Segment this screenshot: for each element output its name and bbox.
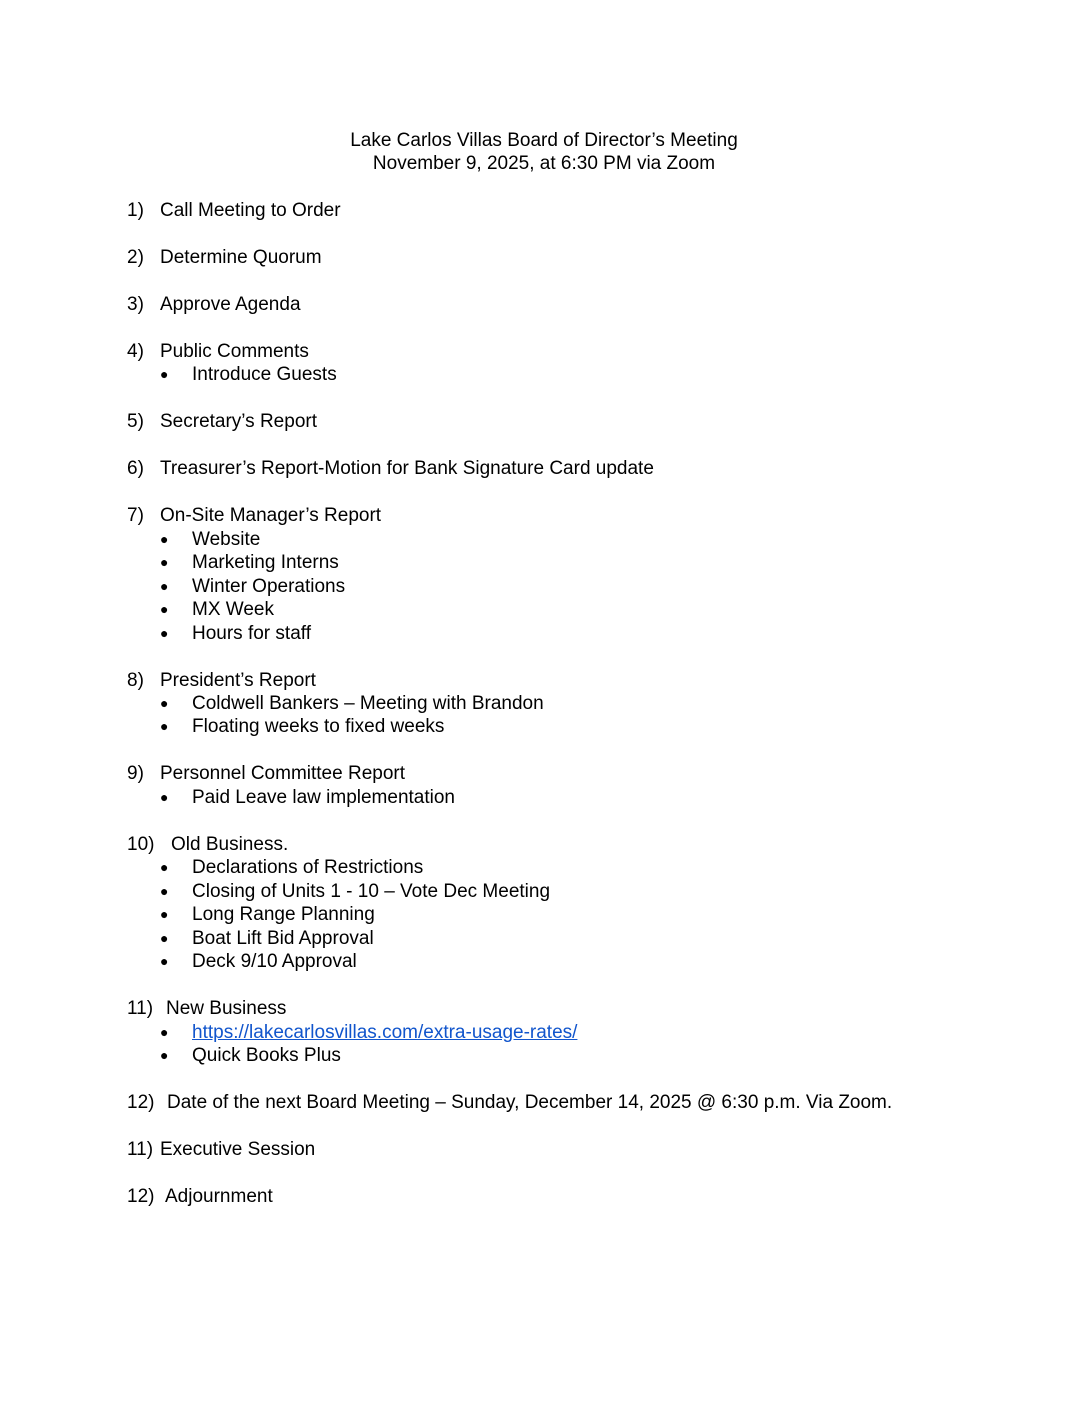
agenda-text: Public Comments <box>160 341 309 362</box>
bullet-dot: ● <box>160 625 169 641</box>
agenda-item-11 <box>127 997 286 1020</box>
agenda-number: 12) <box>127 1092 155 1113</box>
agenda-item-10 <box>127 833 288 856</box>
list-item <box>160 927 374 950</box>
agenda-text: Secretary’s Report <box>160 411 317 432</box>
agenda-text: Executive Session <box>160 1139 316 1160</box>
bullet-dot: ● <box>160 789 169 805</box>
bullet-dot: ● <box>160 601 169 617</box>
agenda-number: 11) <box>127 998 154 1019</box>
bullet-dot: ● <box>160 953 169 969</box>
agenda-item-5 <box>127 410 317 433</box>
agenda-text: New Business <box>166 998 287 1019</box>
bullet-dot: ● <box>160 1047 169 1063</box>
bullet-dot: ● <box>160 695 169 711</box>
agenda-text: Treasurer’s Report-Motion for Bank Signature Card update <box>160 458 654 479</box>
list-item <box>160 622 311 645</box>
list-item <box>160 575 345 598</box>
agenda-item-12 <box>127 1091 892 1114</box>
agenda-text: Date of the next Board Meeting – Sunday, December 14, 2025 @ 6:30 p.m. Via Zoom. <box>167 1092 893 1113</box>
bullet-dot: ● <box>160 1024 169 1040</box>
bullet-text: Long Range Planning <box>192 904 375 925</box>
list-item <box>160 950 357 973</box>
list-item <box>160 1021 577 1044</box>
agenda-number: 3) <box>127 294 144 315</box>
bullet-dot: ● <box>160 578 169 594</box>
agenda-number: 11) <box>127 1139 154 1160</box>
bullet-text: Paid Leave law implementation <box>192 787 455 808</box>
bullet-dot: ● <box>160 930 169 946</box>
agenda-item-3 <box>127 293 301 316</box>
list-item <box>160 856 423 879</box>
agenda-item-8 <box>127 669 316 692</box>
agenda-text: Adjournment <box>165 1186 273 1207</box>
list-item <box>160 1044 341 1067</box>
agenda-item-4 <box>127 340 309 363</box>
agenda-number: 2) <box>127 247 144 268</box>
bullet-text: Marketing Interns <box>192 552 339 573</box>
list-item <box>160 598 274 621</box>
bullet-text: Winter Operations <box>192 576 346 597</box>
agenda-text: President’s Report <box>160 670 316 691</box>
bullet-dot: ● <box>160 883 169 899</box>
bullet-dot: ● <box>160 366 169 382</box>
agenda-text: Old Business. <box>171 834 289 855</box>
agenda-number: 4) <box>127 341 144 362</box>
bullet-dot: ● <box>160 531 169 547</box>
agenda-text: On-Site Manager’s Report <box>160 505 382 526</box>
list-item <box>160 551 339 574</box>
agenda-item-6 <box>127 457 654 480</box>
list-item <box>160 786 455 809</box>
bullet-text: Hours for staff <box>192 623 311 644</box>
bullet-text: Website <box>192 529 261 550</box>
bullet-text: Boat Lift Bid Approval <box>192 928 374 949</box>
agenda-number: 5) <box>127 411 144 432</box>
bullet-text: Deck 9/10 Approval <box>192 951 357 972</box>
bullet-text: Introduce Guests <box>192 364 337 385</box>
agenda-text: Call Meeting to Order <box>160 200 341 221</box>
agenda-number: 10) <box>127 834 155 855</box>
extra-usage-rates-link[interactable]: https://lakecarlosvillas.com/extra-usage-rates/ <box>192 1022 578 1043</box>
list-item <box>160 692 544 715</box>
agenda-item-9 <box>127 762 405 785</box>
bullet-dot: ● <box>160 718 169 734</box>
bullet-text: Quick Books Plus <box>192 1045 341 1066</box>
agenda-number: 12) <box>127 1186 155 1207</box>
agenda-number: 9) <box>127 763 144 784</box>
agenda-item-2 <box>127 246 322 269</box>
agenda-number: 8) <box>127 670 144 691</box>
meeting-title: Lake Carlos Villas Board of Director’s Meeting <box>350 130 738 151</box>
agenda-item-adjournment <box>127 1185 273 1208</box>
bullet-dot: ● <box>160 906 169 922</box>
bullet-text: Closing of Units 1 - 10 – Vote Dec Meeting <box>192 881 551 902</box>
list-item <box>160 715 444 738</box>
agenda-item-7 <box>127 504 381 527</box>
agenda-number: 1) <box>127 200 144 221</box>
agenda-text: Determine Quorum <box>160 247 322 268</box>
bullet-dot: ● <box>160 554 169 570</box>
list-item <box>160 880 550 903</box>
agenda-text: Personnel Committee Report <box>160 763 405 784</box>
agenda-item-executive-session <box>127 1138 315 1161</box>
bullet-dot: ● <box>160 859 169 875</box>
agenda-number: 6) <box>127 458 144 479</box>
agenda-item-1 <box>127 199 341 222</box>
list-item <box>160 363 337 386</box>
meeting-date: November 9, 2025, at 6:30 PM via Zoom <box>372 153 716 174</box>
agenda-text: Approve Agenda <box>160 294 301 315</box>
list-item <box>160 528 260 551</box>
agenda-number: 7) <box>127 505 144 526</box>
list-item <box>160 903 375 926</box>
bullet-text: Floating weeks to fixed weeks <box>192 716 445 737</box>
bullet-text: Coldwell Bankers – Meeting with Brandon <box>192 693 544 714</box>
bullet-text: Declarations of Restrictions <box>192 857 424 878</box>
bullet-text: MX Week <box>192 599 275 620</box>
